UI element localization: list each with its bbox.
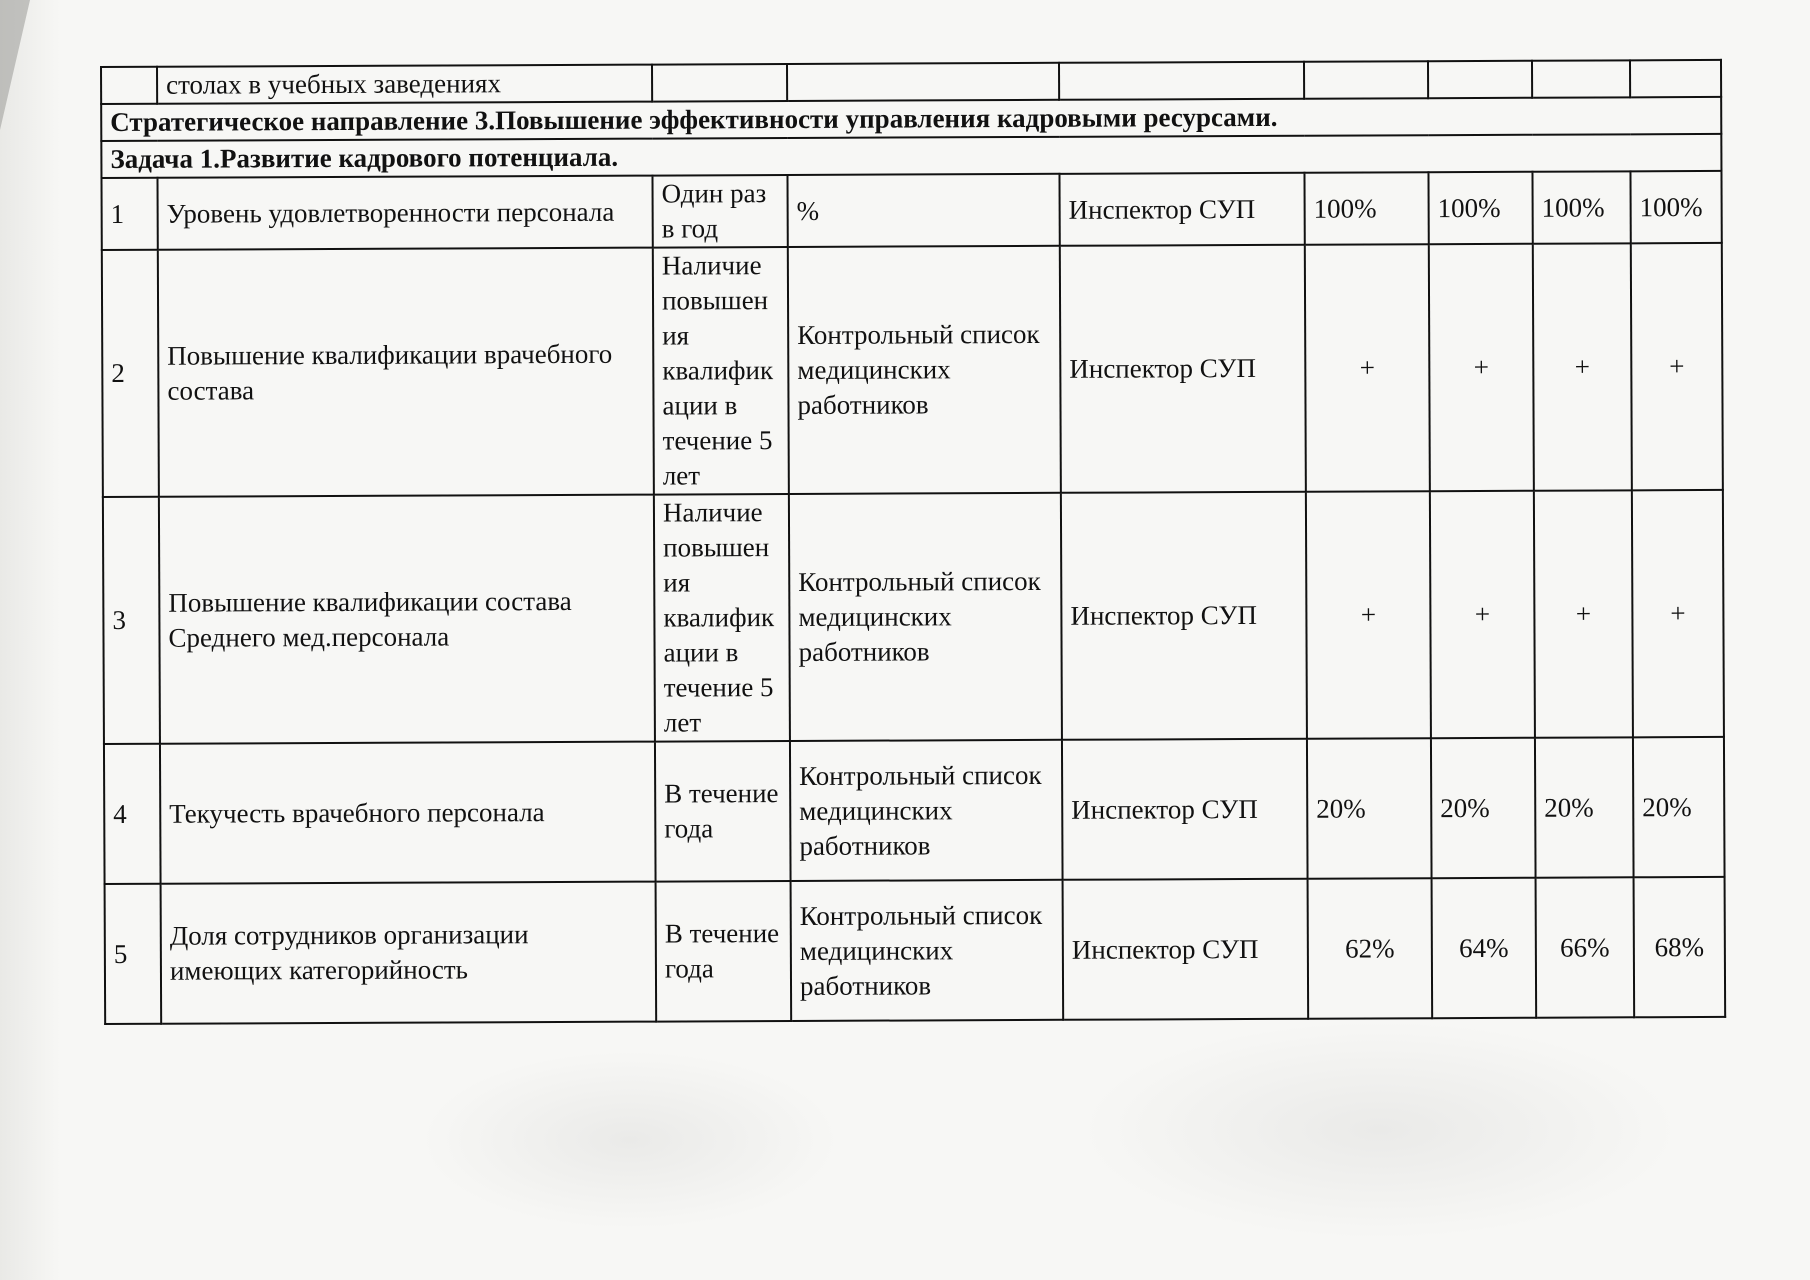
source-cell: Контрольный список медицинских работников [791,880,1064,1021]
corner-fold-mark [0,0,30,130]
cell-value [1304,61,1428,99]
responsible-cell: Инспектор СУП [1062,739,1308,880]
cell-source [787,63,1059,101]
period-cell: В течение года [655,741,791,882]
row-number: 4 [104,744,161,884]
period-cell: Наличие повышения квалификации в течение 5 лет [653,247,789,495]
value-year-3: 66% [1536,877,1635,1017]
cell-value [1630,60,1721,97]
indicator-cell: Доля сотрудников организации имеющих категорийность [161,882,657,1024]
value-year-4: 20% [1633,737,1725,877]
value-year-2: 100% [1428,172,1532,244]
cell-value [1428,61,1532,98]
value-year-4: + [1631,243,1723,490]
indicator-cell: Повышение квалификации врачебного состава [158,248,654,497]
row-number: 3 [103,497,160,744]
row-number: 5 [105,884,162,1024]
value-year-1: + [1306,491,1431,739]
indicator-table [100,59,1726,1025]
value-year-1: 20% [1307,738,1432,879]
value-year-1: 100% [1304,172,1428,245]
value-year-4: + [1632,490,1724,737]
document-page [40,0,1800,1280]
value-year-2: 20% [1431,738,1536,878]
indicator-cell: Текучесть врачебного персонала [160,742,656,884]
indicator-cell: Уровень удовлетворенности персонала [157,176,652,250]
table-row [102,243,1723,497]
source-cell: Контрольный список медицинских работников [788,246,1061,494]
period-cell: В течение года [656,881,792,1022]
cell-num [101,67,157,104]
cell-responsible [1059,62,1304,100]
value-year-3: 20% [1535,737,1634,877]
responsible-cell: Инспектор СУП [1063,879,1309,1020]
value-year-1: + [1305,244,1430,492]
responsible-cell: Инспектор СУП [1059,173,1304,246]
cell-indicator: столах в учебных заведениях [157,65,652,104]
value-year-1: 62% [1308,878,1433,1019]
value-year-2: + [1430,491,1535,738]
table-row [105,877,1726,1024]
strategic-direction-heading: Стратегическое направление 3.Повышение эффективности управления кадровыми ресурсами. [101,97,1721,141]
value-year-3: + [1533,243,1632,490]
row-number: 1 [101,178,157,250]
table-row [104,737,1725,884]
value-year-3: 100% [1532,171,1630,243]
period-cell: Наличие повышения квалификации в течение 5 лет [654,494,790,742]
source-cell: % [787,174,1059,247]
period-cell: Один раз в год [652,175,787,248]
indicator-cell: Повышение квалификации состава Среднего мед.персонала [159,495,655,744]
cell-value [1532,60,1630,97]
responsible-cell: Инспектор СУП [1061,492,1307,740]
task-heading: Задача 1.Развитие кадрового потенциала. [101,134,1721,178]
responsible-cell: Инспектор СУП [1060,245,1306,493]
source-cell: Контрольный список медицинских работников [789,493,1062,741]
source-cell: Контрольный список медицинских работников [790,740,1063,881]
value-year-2: + [1429,244,1534,491]
table-row [101,171,1721,250]
value-year-3: + [1534,490,1633,737]
value-year-4: 68% [1634,877,1726,1017]
row-number: 2 [102,250,159,497]
value-year-2: 64% [1432,878,1537,1018]
cell-period [652,64,787,102]
table-row [103,490,1724,744]
value-year-4: 100% [1630,171,1721,243]
